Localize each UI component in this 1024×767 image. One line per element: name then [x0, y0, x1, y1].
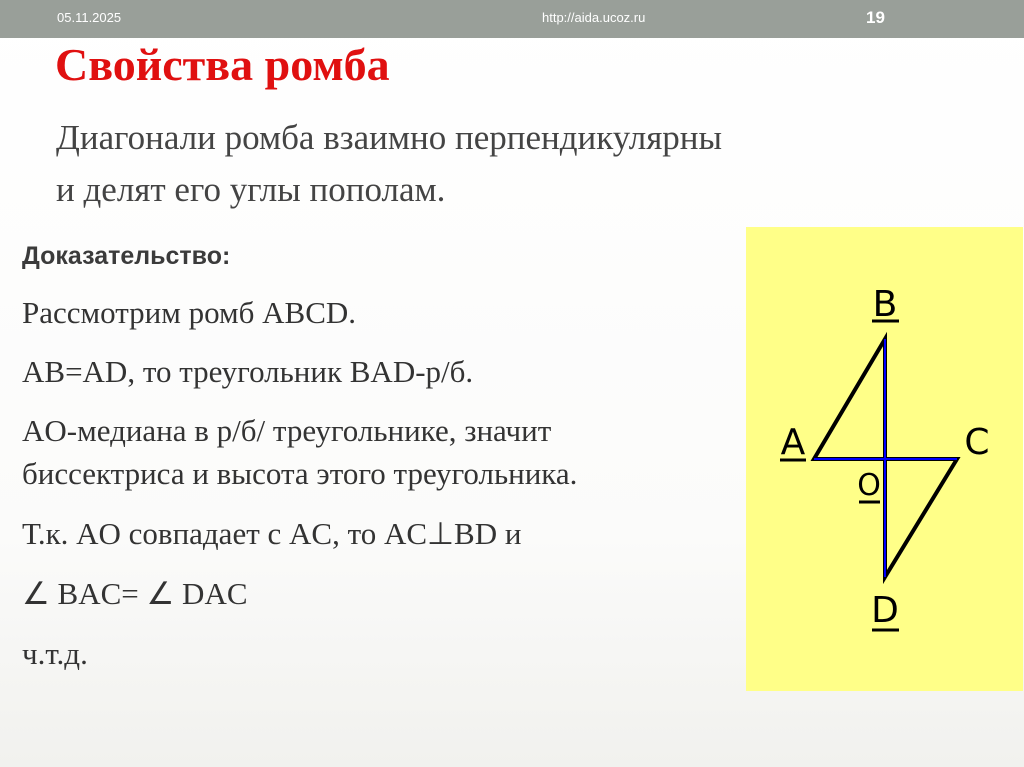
rhombus-diagram — [746, 227, 1023, 691]
theorem-statement — [56, 112, 956, 216]
proof-line-5: Т.к. AO совпадает с AC, то AC⊥BD и — [22, 516, 522, 551]
rhombus-figure — [746, 227, 1023, 691]
proof-line-2: AB=AD, то треугольник BAD-р/б. — [22, 354, 474, 389]
vertex-label-d: D — [871, 590, 899, 631]
slide-header-bar — [0, 0, 1024, 38]
center-label-o: O — [857, 468, 881, 503]
proof-line-1: Рассмотрим ромб ABCD. — [22, 295, 357, 330]
theorem-line-1: Диагонали ромба взаимно перпендикулярны — [56, 118, 723, 157]
proof-line-6: ∠ BAC= ∠ DAC — [22, 576, 248, 611]
vertex-label-a: A — [780, 422, 806, 463]
proof-heading: Доказательство: — [22, 242, 231, 270]
proof-line-3: AO-медиана в р/б/ треугольнике, значит — [22, 413, 552, 448]
slide-title: Свойства ромба — [55, 39, 390, 90]
theorem-line-2: и делят его углы пополам. — [56, 170, 446, 209]
page-number: 19 — [866, 8, 885, 27]
source-url: http://aida.ucoz.ru — [542, 10, 646, 25]
slide-date: 05.11.2025 — [57, 10, 122, 25]
proof-line-7: ч.т.д. — [22, 636, 88, 671]
proof-line-4: биссектриса и высота этого треугольника. — [22, 456, 578, 491]
vertex-label-c: C — [964, 422, 990, 463]
vertex-label-b: B — [872, 284, 898, 325]
